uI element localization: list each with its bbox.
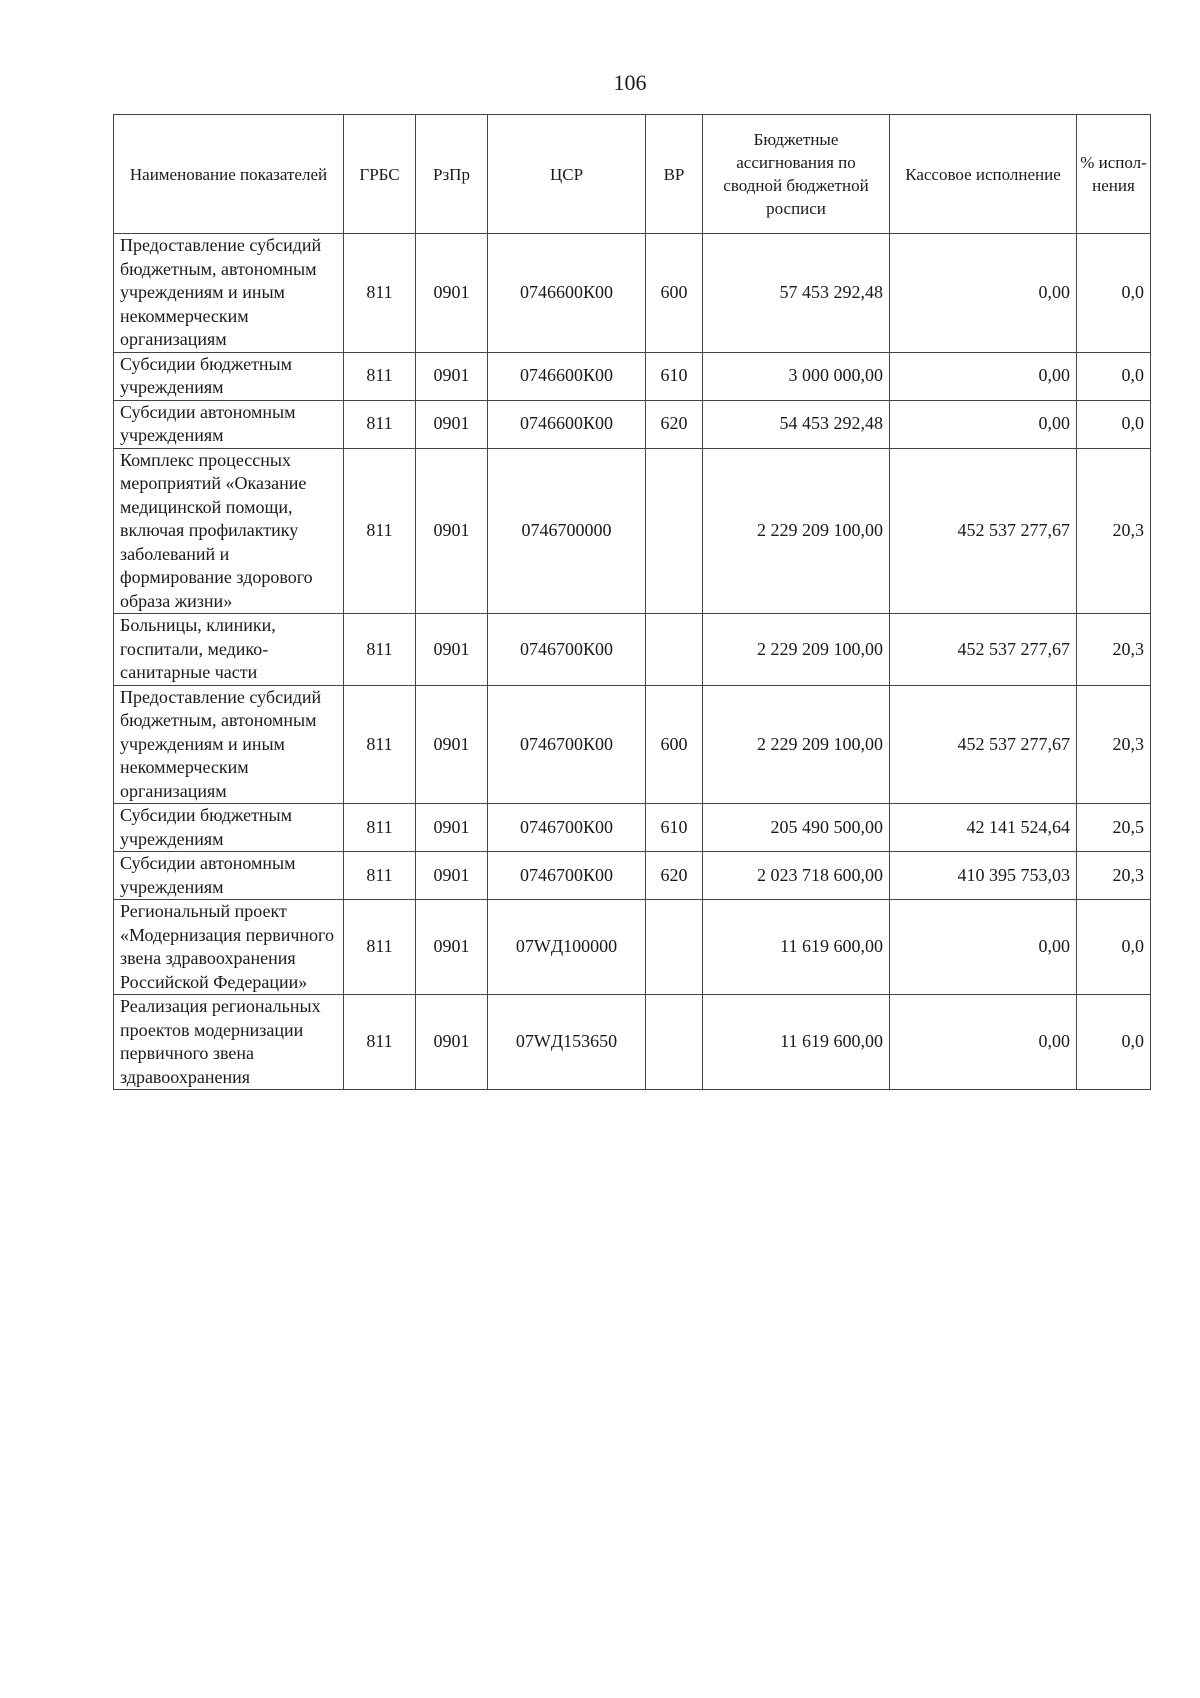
cell-rzpr: 0901: [416, 900, 488, 995]
cell-cash-execution: 452 537 277,67: [890, 685, 1077, 804]
cell-assignments: 2 229 209 100,00: [703, 685, 890, 804]
cell-rzpr: 0901: [416, 995, 488, 1090]
cell-csr: 0746700000: [488, 448, 646, 614]
cell-assignments: 11 619 600,00: [703, 900, 890, 995]
cell-csr: 0746600К00: [488, 234, 646, 353]
cell-csr: 0746600К00: [488, 400, 646, 448]
cell-cash-execution: 452 537 277,67: [890, 448, 1077, 614]
cell-cash-execution: 0,00: [890, 995, 1077, 1090]
cell-percent: 0,0: [1077, 995, 1151, 1090]
cell-rzpr: 0901: [416, 400, 488, 448]
cell-rzpr: 0901: [416, 685, 488, 804]
cell-grbs: 811: [344, 995, 416, 1090]
cell-assignments: 54 453 292,48: [703, 400, 890, 448]
header-grbs: ГРБС: [344, 115, 416, 234]
cell-vr: 600: [646, 234, 703, 353]
cell-vr: [646, 900, 703, 995]
cell-cash-execution: 42 141 524,64: [890, 804, 1077, 852]
cell-csr: 0746600К00: [488, 352, 646, 400]
cell-csr: 0746700К00: [488, 614, 646, 686]
budget-table: [113, 114, 1151, 1090]
cell-name: Предоставление субсидий бюджетным, автономным учреждениям и иным некоммерческим организациям: [114, 685, 344, 804]
cell-grbs: 811: [344, 804, 416, 852]
table-row: [114, 685, 1151, 804]
cell-percent: 0,0: [1077, 900, 1151, 995]
page-number: 106: [613, 70, 647, 95]
cell-grbs: 811: [344, 614, 416, 686]
cell-name: Субсидии бюджетным учреждениям: [114, 352, 344, 400]
cell-assignments: 2 229 209 100,00: [703, 614, 890, 686]
cell-rzpr: 0901: [416, 804, 488, 852]
cell-rzpr: 0901: [416, 234, 488, 353]
cell-name: Субсидии автономным учреждениям: [114, 852, 344, 900]
cell-assignments: 2 229 209 100,00: [703, 448, 890, 614]
cell-cash-execution: 0,00: [890, 234, 1077, 353]
cell-vr: 620: [646, 852, 703, 900]
cell-csr: 0746700К00: [488, 852, 646, 900]
cell-name: Субсидии бюджетным учреждениям: [114, 804, 344, 852]
cell-csr: 0746700К00: [488, 685, 646, 804]
header-csr: ЦСР: [488, 115, 646, 234]
cell-csr: 07WД100000: [488, 900, 646, 995]
header-assignments: Бюджетные ассигнования по сводной бюджетной росписи: [703, 115, 890, 234]
cell-vr: 600: [646, 685, 703, 804]
table-row: [114, 614, 1151, 686]
cell-name: Реализация региональных проектов модернизации первичного звена здравоохранения: [114, 995, 344, 1090]
cell-percent: 0,0: [1077, 352, 1151, 400]
cell-percent: 20,3: [1077, 614, 1151, 686]
cell-vr: 610: [646, 804, 703, 852]
cell-percent: 20,3: [1077, 685, 1151, 804]
header-cash-execution: Кассовое исполнение: [890, 115, 1077, 234]
cell-cash-execution: 0,00: [890, 352, 1077, 400]
cell-name: Комплекс процессных мероприятий «Оказание медицинской помощи, включая профилактику заболеваний и формирование здорового образа жизни»: [114, 448, 344, 614]
cell-name: Предоставление субсидий бюджетным, автономным учреждениям и иным некоммерческим организациям: [114, 234, 344, 353]
table-row: [114, 234, 1151, 353]
header-rzpr: РзПр: [416, 115, 488, 234]
cell-rzpr: 0901: [416, 352, 488, 400]
cell-rzpr: 0901: [416, 852, 488, 900]
cell-csr: 07WД153650: [488, 995, 646, 1090]
cell-vr: 610: [646, 352, 703, 400]
cell-grbs: 811: [344, 234, 416, 353]
cell-percent: 0,0: [1077, 234, 1151, 353]
table-row: [114, 995, 1151, 1090]
cell-grbs: 811: [344, 448, 416, 614]
cell-grbs: 811: [344, 400, 416, 448]
cell-vr: 620: [646, 400, 703, 448]
cell-grbs: 811: [344, 685, 416, 804]
cell-name: Больницы, клиники, госпитали, медико-санитарные части: [114, 614, 344, 686]
cell-vr: [646, 614, 703, 686]
cell-assignments: 3 000 000,00: [703, 352, 890, 400]
cell-vr: [646, 448, 703, 614]
table-row: [114, 804, 1151, 852]
header-percent: % испол-нения: [1077, 115, 1151, 234]
table-row: [114, 352, 1151, 400]
cell-assignments: 205 490 500,00: [703, 804, 890, 852]
cell-grbs: 811: [344, 852, 416, 900]
cell-grbs: 811: [344, 352, 416, 400]
cell-grbs: 811: [344, 900, 416, 995]
cell-name: Региональный проект «Модернизация первичного звена здравоохранения Российской Федерации»: [114, 900, 344, 995]
cell-csr: 0746700К00: [488, 804, 646, 852]
cell-percent: 0,0: [1077, 400, 1151, 448]
cell-assignments: 57 453 292,48: [703, 234, 890, 353]
cell-name: Субсидии автономным учреждениям: [114, 400, 344, 448]
cell-percent: 20,5: [1077, 804, 1151, 852]
table-row: [114, 400, 1151, 448]
table-row: [114, 852, 1151, 900]
cell-cash-execution: 0,00: [890, 900, 1077, 995]
table-body: [114, 234, 1151, 1090]
cell-percent: 20,3: [1077, 448, 1151, 614]
cell-cash-execution: 410 395 753,03: [890, 852, 1077, 900]
cell-percent: 20,3: [1077, 852, 1151, 900]
cell-vr: [646, 995, 703, 1090]
table-row: [114, 448, 1151, 614]
table-header-row: [114, 115, 1151, 234]
header-name: Наименование показателей: [114, 115, 344, 234]
cell-assignments: 2 023 718 600,00: [703, 852, 890, 900]
cell-cash-execution: 0,00: [890, 400, 1077, 448]
cell-rzpr: 0901: [416, 448, 488, 614]
cell-assignments: 11 619 600,00: [703, 995, 890, 1090]
table-row: [114, 900, 1151, 995]
header-vr: ВР: [646, 115, 703, 234]
cell-cash-execution: 452 537 277,67: [890, 614, 1077, 686]
cell-rzpr: 0901: [416, 614, 488, 686]
